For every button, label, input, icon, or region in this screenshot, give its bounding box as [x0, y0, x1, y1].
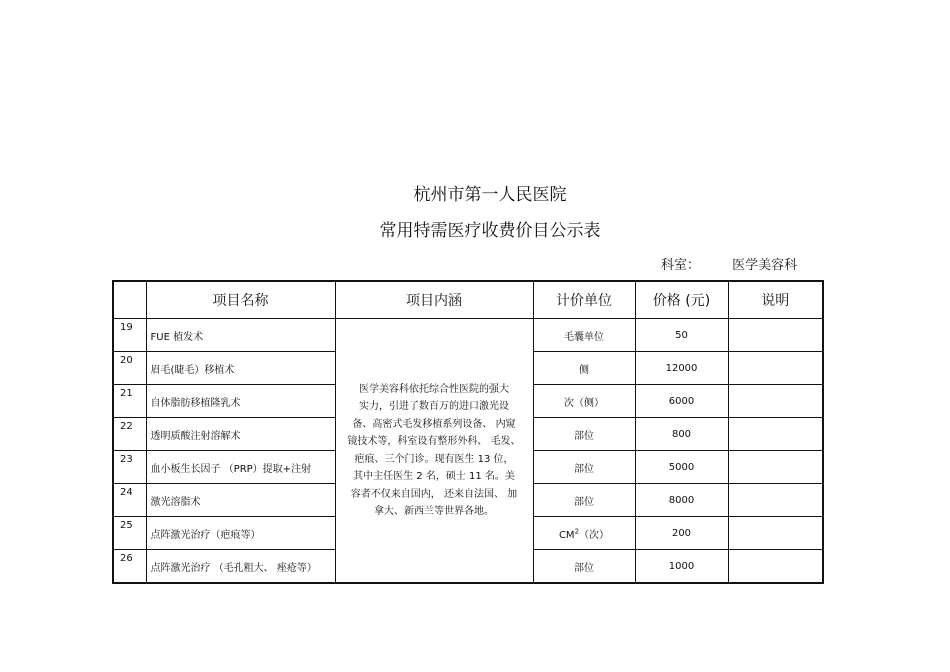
price: 200: [635, 517, 728, 550]
price: 50: [635, 319, 728, 352]
hospital-name: 杭州市第一人民医院: [413, 185, 567, 205]
note: [728, 418, 823, 451]
item-name: 激光溶脂术: [146, 484, 335, 517]
item-name: 眉毛(睫毛）移植术: [146, 352, 335, 385]
note: [728, 319, 823, 352]
price: 12000: [635, 352, 728, 385]
row-number: 19: [113, 319, 146, 352]
pricing-unit: 部位: [533, 484, 635, 517]
row-number: 20: [113, 352, 146, 385]
item-name: 血小板生长因子 （PRP）提取+注射: [146, 451, 335, 484]
table-title: 常用特需医疗收费价目公示表: [379, 221, 601, 241]
table-row: [113, 319, 823, 352]
col-header-item-name: 项目名称: [146, 281, 335, 319]
price: 6000: [635, 385, 728, 418]
pricing-unit: 部位: [533, 451, 635, 484]
content-line: 医学美容科依托综合性医院的强大: [359, 383, 509, 395]
pricing-unit: 部位: [533, 550, 635, 584]
pricing-unit: 毛囊单位: [533, 319, 635, 352]
item-name: 透明质酸注射溶解术: [146, 418, 335, 451]
item-name: FUE 植发术: [146, 319, 335, 352]
pricing-unit: 部位: [533, 418, 635, 451]
row-number: 22: [113, 418, 146, 451]
department-label: 科室：: [661, 258, 701, 273]
content-line: 拿大、新西兰等世界各地。: [374, 506, 494, 517]
content-line: 其中主任医生 2 名，硕士 11 名。美: [353, 471, 515, 482]
note: [728, 385, 823, 418]
col-header-note: 说明: [728, 281, 823, 319]
row-number: 23: [113, 451, 146, 484]
unit-superscript: 2: [574, 527, 580, 536]
pricing-unit: [533, 517, 635, 550]
col-header-price: 价格 (元): [635, 281, 728, 319]
col-header-pricing-unit: 计价单位: [533, 281, 635, 319]
price: 800: [635, 418, 728, 451]
note: [728, 550, 823, 584]
pricing-unit: 次（侧）: [533, 385, 635, 418]
department-line: [661, 254, 797, 273]
price: 8000: [635, 484, 728, 517]
department-value: 医学美容科: [732, 258, 798, 273]
row-number: 26: [113, 550, 146, 584]
unit-text: CM: [558, 529, 575, 541]
table-header-row: [113, 281, 823, 319]
item-content-description: [335, 319, 533, 584]
item-name: 点阵激光治疗 （毛孔粗大、 痤疮等）: [146, 550, 335, 584]
item-name: 自体脂肪移植隆乳术: [146, 385, 335, 418]
note: [728, 451, 823, 484]
col-header-item-content: 项目内涵: [335, 281, 533, 319]
content-line: 疤痕、三个门诊。现有医生 13 位，: [354, 453, 514, 465]
note: [728, 352, 823, 385]
col-header-number: [113, 281, 146, 319]
row-number: 21: [113, 385, 146, 418]
note: [728, 484, 823, 517]
pricing-unit: 侧: [533, 352, 635, 385]
row-number: 25: [113, 517, 146, 550]
price: 1000: [635, 550, 728, 584]
content-line: 备、高密式毛发移植系列设备、 内窥: [352, 418, 516, 430]
row-number: 24: [113, 484, 146, 517]
content-line: 实力，引进了数百万的进口激光设: [359, 401, 509, 412]
price: 5000: [635, 451, 728, 484]
content-line: 镜技术等，科室设有整形外科、 毛发、: [347, 436, 521, 447]
note: [728, 517, 823, 550]
unit-suffix: （次）: [579, 529, 610, 541]
item-name: 点阵激光治疗（疤痕等）: [146, 517, 335, 550]
content-line: 容者不仅来自国内， 还来自法国、 加: [350, 488, 518, 500]
fee-table: [112, 280, 824, 584]
